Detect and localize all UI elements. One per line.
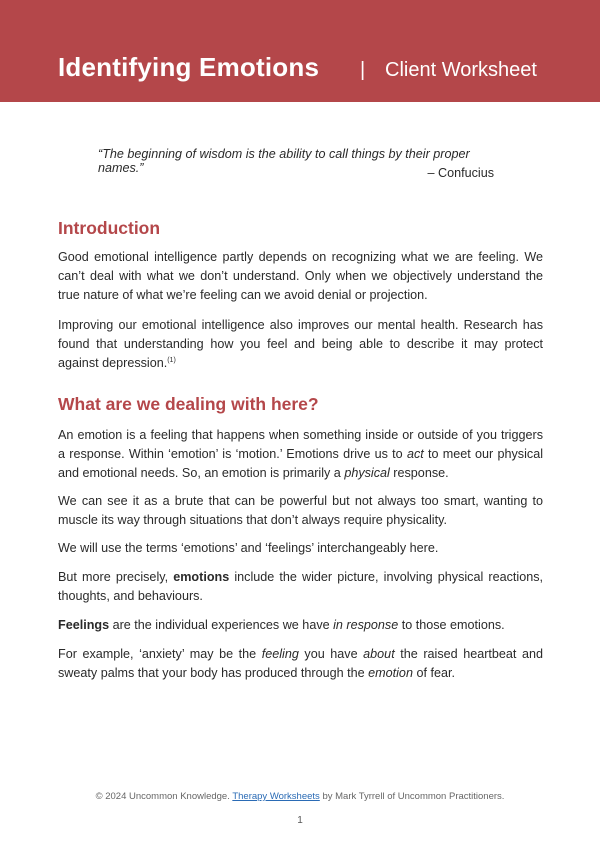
text-span: But more precisely, [58,570,174,584]
text-span: are the individual experiences we have [109,618,334,632]
bold-feelings: Feelings [58,618,110,632]
emphasis-feeling: feeling [261,647,299,661]
text-span: include the wider picture, involving physical reactions, thoughts, and behaviours. [58,570,543,604]
reference-marker: (1) [167,357,176,365]
emphasis-emotion: emotion [368,666,413,681]
dealing-paragraph-3: We will use the terms ‘emotions’ and ‘feelings’ interchangeably here. [58,541,439,555]
footer-copyright [0,791,600,802]
page-subtitle: Client Worksheet [385,59,537,81]
text-span: you have [298,647,364,661]
text-span: For example, ‘anxiety’ may be the [58,647,262,661]
text-span: the raised heartbeat and sweaty palms that your body has produced through the [58,647,543,681]
dealing-paragraph-4 [58,568,543,606]
quote-text: “The beginning of wisdom is the ability to call things by their proper names.” [98,147,470,175]
dealing-paragraph-5 [58,616,543,635]
footer-suffix: by Mark Tyrrell of Uncommon Practitioners. [319,791,505,802]
text-span: to those emotions. [398,618,505,632]
title-separator: | [360,59,366,81]
footer-prefix: © 2024 Uncommon Knowledge. [95,791,233,802]
bold-emotions: emotions [173,570,230,584]
introduction-paragraph-1: Good emotional intelligence partly depends on recognizing what we are feeling. We can’t deal with what we don’t understand. Only when we objectively understand the true nature of what we’re feeling can we avoid denial or projection. [58,250,543,303]
dealing-paragraph-6 [58,645,543,683]
introduction-heading: Introduction [58,218,161,238]
text-span: to meet our physical and emotional needs. So, an emotion is primarily a [58,447,544,481]
dealing-paragraph-2: We can see it as a brute that can be powerful but not always too smart, wanting to muscle its way through situations that don’t always require physicality. [58,494,543,528]
introduction-paragraph-2 [58,316,543,374]
page-number: 1 [297,815,303,826]
dealing-heading: What are we dealing with here? [58,394,319,414]
text-span: An emotion is a feeling that happens when something inside or outside of you triggers a response. Within ‘emotion’ is ‘motion.’ Emotions drive us to [58,428,543,462]
page-title: Identifying Emotions [58,52,320,82]
text-span: response. [389,466,449,481]
therapy-worksheets-link[interactable]: Therapy Worksheets [232,791,320,802]
quote-author: – Confucius [427,166,494,180]
introduction-paragraph-2-text: Improving our emotional intelligence also improves our mental health. Research has found that understanding how you feel and being able to describe it may protect against depression. [58,318,543,371]
text-span: of fear. [412,666,455,681]
emphasis-act: act [406,447,424,462]
header-banner [0,0,600,102]
emphasis-about: about [363,647,395,661]
emphasis-physical: physical [344,466,390,481]
dealing-paragraph-1 [58,426,543,484]
emphasis-in-response: in response [333,618,399,632]
